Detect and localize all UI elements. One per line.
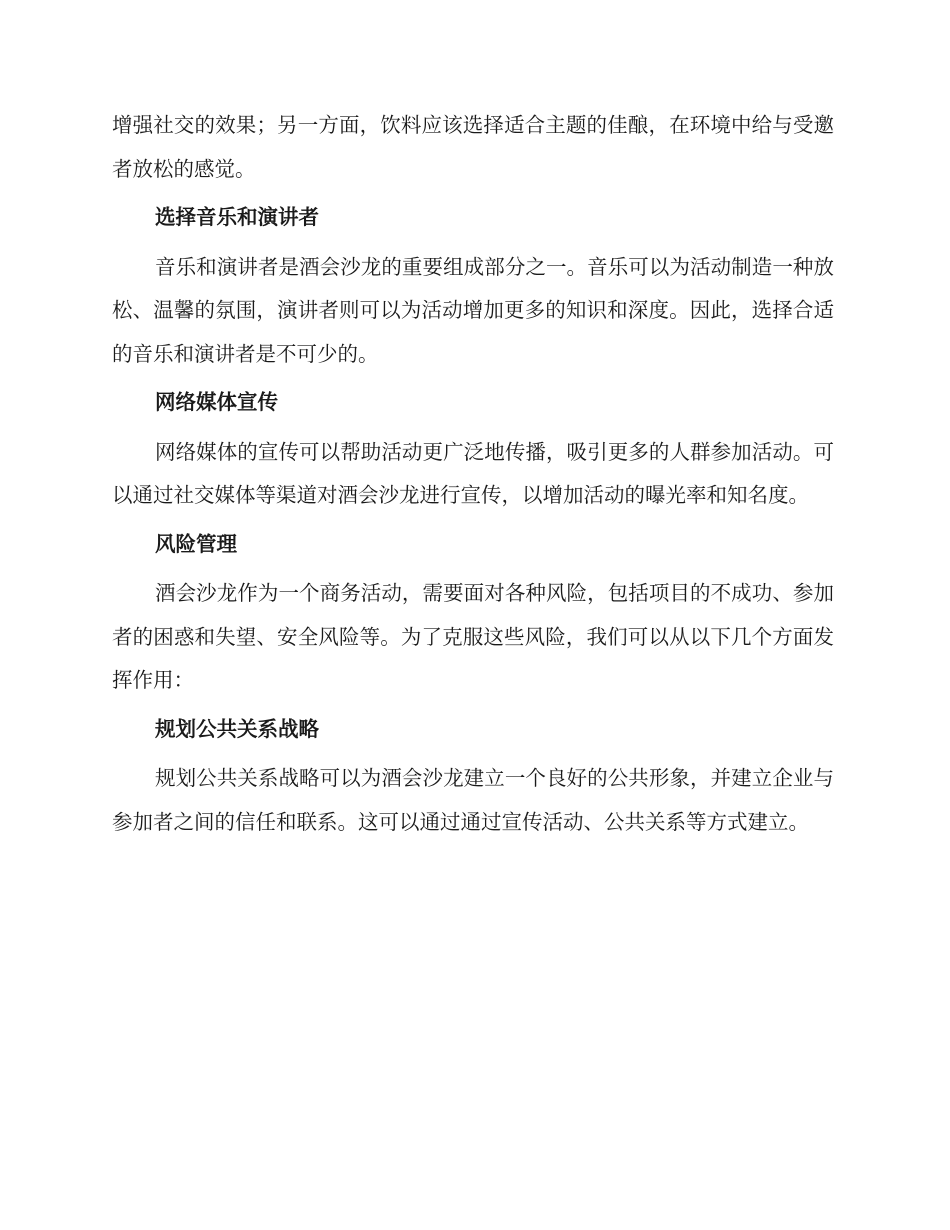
section-body-pr-strategy: 规划公共关系战略可以为酒会沙龙建立一个良好的公共形象，并建立企业与参加者之间的信任和联系。这可以通过通过宣传活动、公共关系等方式建立。	[112, 766, 834, 834]
intro-paragraph: 增强社交的效果；另一方面，饮料应该选择适合主题的佳酿，在环境中给与受邀者放松的感觉。	[112, 113, 834, 181]
section-body-risk-management: 酒会沙龙作为一个商务活动，需要面对各种风险，包括项目的不成功、参加者的困惑和失望、安全风险等。为了克服这些风险，我们可以从以下几个方面发挥作用：	[112, 581, 834, 692]
section-body-music-speakers: 音乐和演讲者是酒会沙龙的重要组成部分之一。音乐可以为活动制造一种放松、温馨的氛围，演讲者则可以为活动增加更多的知识和深度。因此，选择合适的音乐和演讲者是不可少的。	[112, 254, 834, 366]
document-page	[112, 104, 834, 844]
section-heading-music-speakers: 选择音乐和演讲者	[155, 205, 319, 229]
section-body-online-media: 网络媒体的宣传可以帮助活动更广泛地传播，吸引更多的人群参加活动。可以通过社交媒体等渠道对酒会沙龙进行宣传，以增加活动的曝光率和知名度。	[112, 439, 834, 507]
section-heading-pr-strategy: 规划公共关系战略	[155, 716, 319, 741]
section-heading-risk-management: 风险管理	[155, 531, 237, 556]
section-heading-online-media: 网络媒体宣传	[155, 390, 278, 414]
